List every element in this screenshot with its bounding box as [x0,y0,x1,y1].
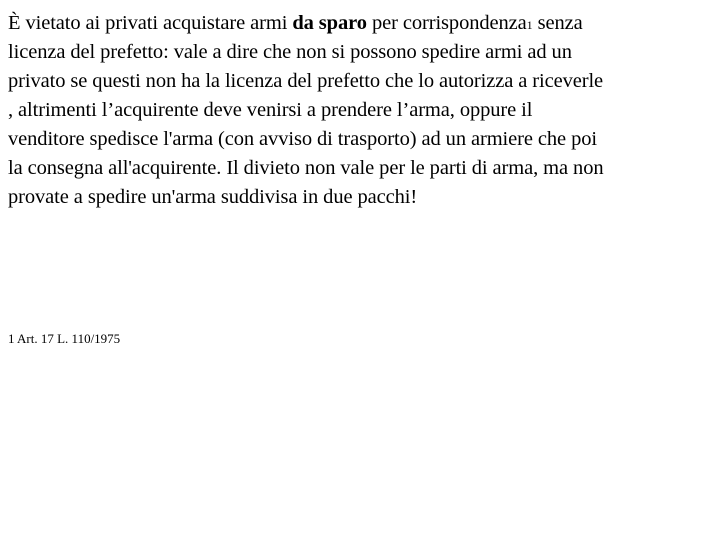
footnote-reference: 1 [526,18,533,32]
line-1-text-start: È vietato ai privati acquistare armi [8,12,293,34]
footnote: 1 Art. 17 L. 110/1975 [8,331,121,346]
paragraph-line-7: provate a spedire un'arma suddivisa in due pacchi! [8,186,418,208]
paragraph-line-4: , altrimenti l’acquirente deve venirsi a prendere l’arma, oppure il [8,99,533,121]
paragraph-line-6: la consegna all'acquirente. Il divieto non vale per le parti di arma, ma non [8,157,604,179]
body-paragraph [8,9,720,212]
line-1-text-end: senza [532,12,583,34]
paragraph-line-1 [8,9,720,38]
line-1-text-middle: per corrispondenza [366,12,527,34]
paragraph-line-2: licenza del prefetto: vale a dire che non si possono spedire armi ad un [8,41,572,63]
paragraph-line-3: privato se questi non ha la licenza del prefetto che lo autorizza a riceverle [8,70,604,92]
paragraph-line-5: venditore spedisce l'arma (con avviso di trasporto) ad un armiere che poi [8,128,597,150]
bold-phrase: da sparo [292,12,367,34]
